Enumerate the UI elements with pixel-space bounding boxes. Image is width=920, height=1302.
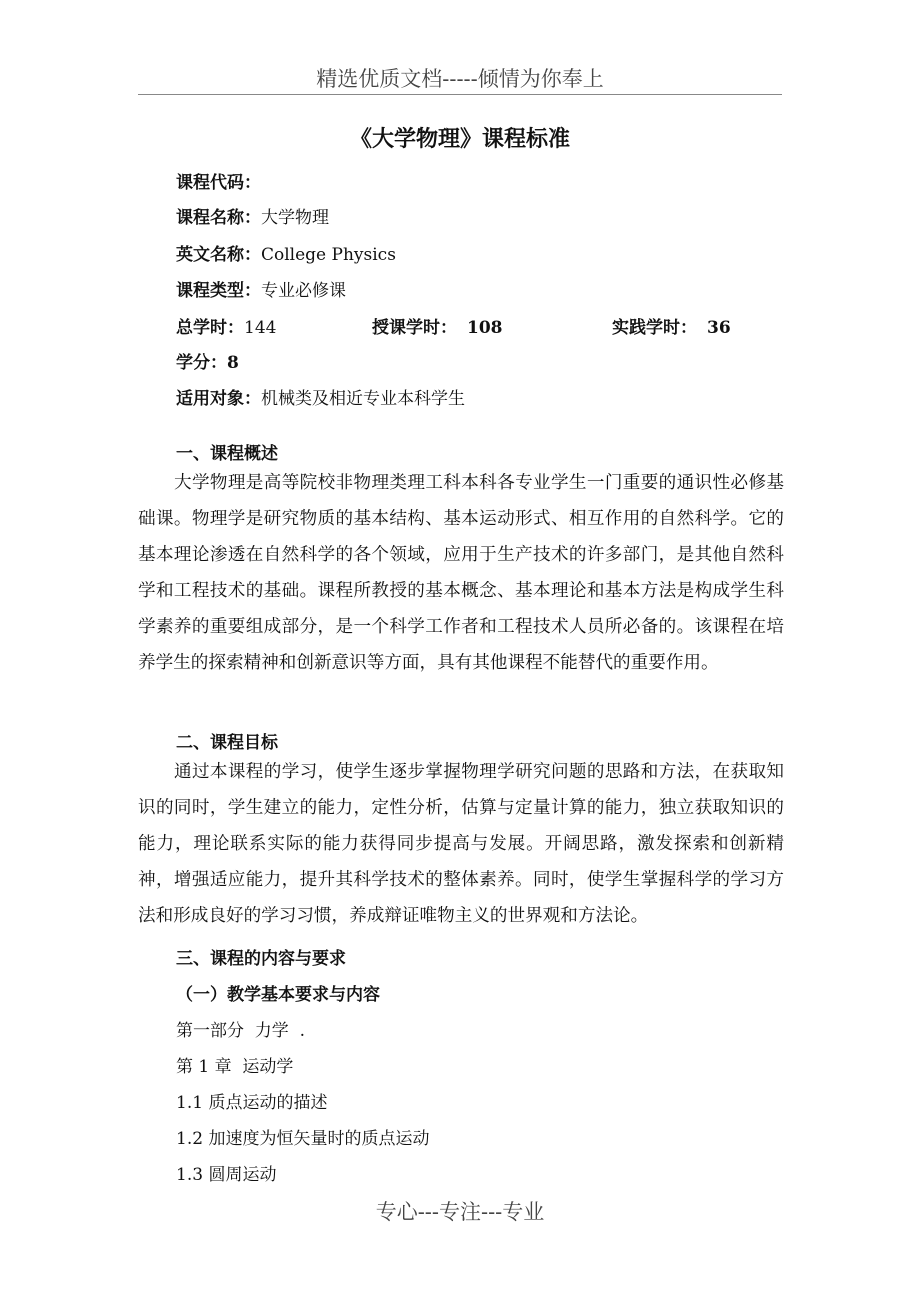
course-type-label: 课程类型： bbox=[176, 281, 261, 301]
practice-hours bbox=[612, 313, 731, 338]
course-code-label: 课程代码： bbox=[176, 173, 261, 193]
part-one: 第一部分 力学 . bbox=[176, 1021, 306, 1041]
audience-label: 适用对象： bbox=[176, 389, 261, 409]
overview-heading: 一、课程概述 bbox=[176, 444, 278, 464]
course-type-value: 专业必修课 bbox=[261, 281, 346, 301]
practice-hours-value: 36 bbox=[707, 318, 731, 338]
goals-heading: 二、课程目标 bbox=[176, 733, 278, 753]
lecture-hours bbox=[372, 313, 503, 338]
english-name-value: College Physics bbox=[261, 245, 396, 265]
teaching-requirements-subheading: （一）教学基本要求与内容 bbox=[176, 985, 380, 1005]
lecture-hours-label: 授课学时： bbox=[372, 318, 457, 338]
total-hours bbox=[176, 313, 276, 338]
header-divider bbox=[138, 94, 782, 95]
section-1-2: 1.2 加速度为恒矢量时的质点运动 bbox=[176, 1129, 430, 1149]
course-type-row bbox=[176, 276, 346, 301]
practice-hours-label: 实践学时： bbox=[612, 318, 697, 338]
document-title: 《大学物理》课程标准 bbox=[349, 127, 570, 152]
credits-row bbox=[176, 348, 239, 373]
total-hours-value: 144 bbox=[244, 318, 277, 338]
credits-label: 学分： bbox=[176, 353, 227, 373]
section-1-1: 1.1 质点运动的描述 bbox=[176, 1093, 328, 1113]
content-heading: 三、课程的内容与要求 bbox=[176, 949, 346, 969]
english-name-row bbox=[176, 240, 396, 265]
english-name-label: 英文名称： bbox=[176, 245, 261, 265]
audience-value: 机械类及相近专业本科学生 bbox=[261, 389, 465, 409]
credits-value: 8 bbox=[227, 353, 239, 373]
audience-row bbox=[176, 384, 465, 409]
lecture-hours-value: 108 bbox=[467, 318, 503, 338]
page-header: 精选优质文档-----倾情为你奉上 bbox=[316, 67, 604, 91]
course-code-row bbox=[176, 168, 261, 193]
section-1-3: 1.3 圆周运动 bbox=[176, 1165, 277, 1185]
course-name-value: 大学物理 bbox=[261, 208, 329, 228]
course-name-row bbox=[176, 203, 329, 228]
page-footer: 专心---专注---专业 bbox=[375, 1200, 545, 1224]
overview-paragraph: 大学物理是高等院校非物理类理工科本科各专业学生一门重要的通识性必修基础课。物理学是研究物质的基本结构、基本运动形式、相互作用的自然科学。它的基本理论渗透在自然科学的各个领域，应用于生产技术的许多部门，是其他自然科学和工程技术的基础。课程所教授的基本概念、基本理论和基本方法是构成学生科学素养的重要组成部分，是一个科学工作者和工程技术人员所必备的。该课程在培养学生的探索精神和创新意识等方面，具有其他课程不能替代的重要作用。 bbox=[138, 473, 784, 674]
chapter-one: 第 1 章 运动学 bbox=[176, 1057, 294, 1077]
goals-paragraph: 通过本课程的学习，使学生逐步掌握物理学研究问题的思路和方法，在获取知识的同时，学生建立的能力，定性分析，估算与定量计算的能力，独立获取知识的能力，理论联系实际的能力获得同步提高与发展。开阔思路，激发探索和创新精神，增强适应能力，提升其科学技术的整体素养。同时，使学生掌握科学的学习方法和形成良好的学习习惯，养成辩证唯物主义的世界观和方法论。 bbox=[138, 762, 784, 927]
total-hours-label: 总学时： bbox=[176, 318, 244, 338]
course-name-label: 课程名称： bbox=[176, 208, 261, 228]
